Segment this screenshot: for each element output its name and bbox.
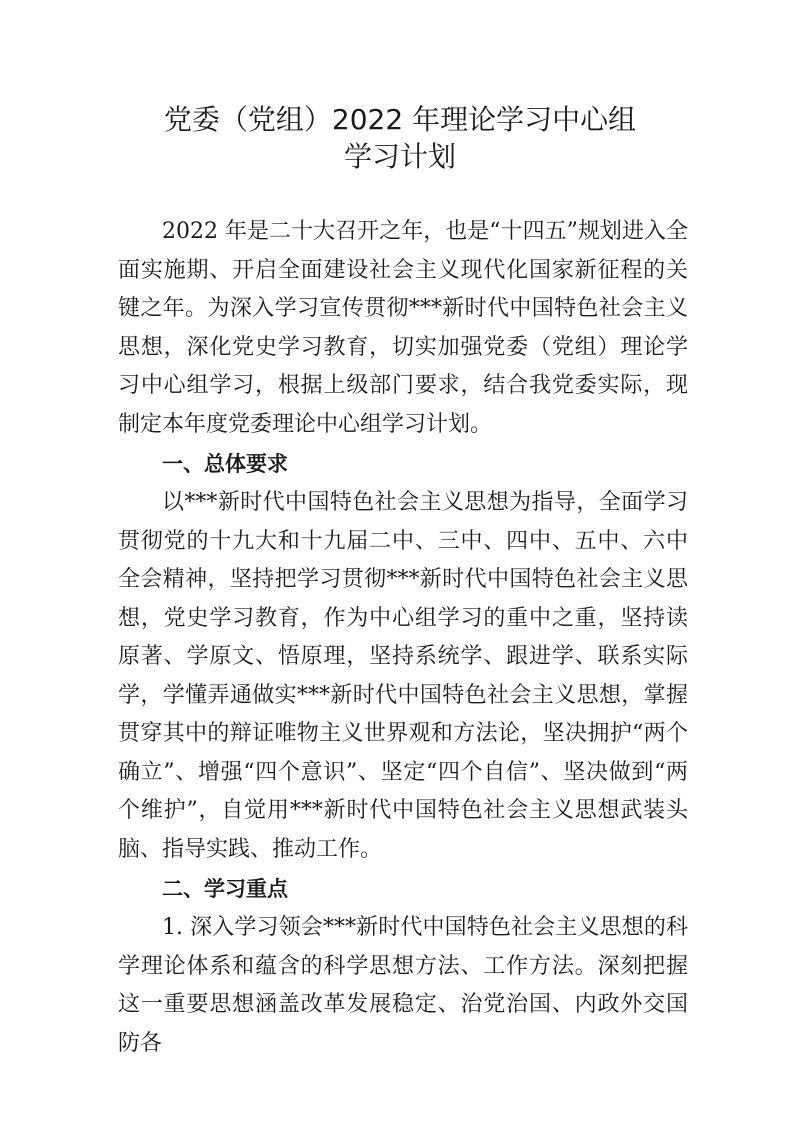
document-title-line-2: 学习计划 bbox=[343, 140, 456, 173]
intro-paragraph: 2022 年是二十大召开之年，也是“十四五”规划进入全面实施期、开启全面建设社会主义现代化国家新征程的关键之年。为深入学习宣传贯彻***新时代中国特色社会主义思想，深化党史学习教育，切实加强党委（党组）理论学习中心组学习，根据上级部门要求，结合我党委实际，现制定本年度党委理论中心组学习计划。 bbox=[118, 219, 688, 437]
document-body bbox=[118, 213, 688, 1063]
section-1-heading: 一、总体要求 bbox=[162, 452, 288, 476]
section-1-paragraph: 以***新时代中国特色社会主义思想为指导，全面学习贯彻党的十九大和十九届二中、三中、四中、五中、六中全会精神，坚持把学习贯彻***新时代中国特色社会主义思想，党史学习教育，作为中心组学习的重中之重，坚持读原著、学原文、悟原理，坚持系统学、跟进学、联系实际学，学懂弄通做实***新时代中国特色社会主义思想，掌握贯穿其中的辩证唯物主义世界观和方法论，坚决拥护“两个确立”、增强“四个意识”、坚定“四个自信”、坚决做到“两个维护”，自觉用***新时代中国特色社会主义思想武装头脑、指导实践、推动工作。 bbox=[118, 490, 688, 862]
section-2-item-1: 1. 深入学习领会***新时代中国特色社会主义思想的科学理论体系和蕴含的科学思想方法、工作方法。深刻把握这一重要思想涵盖改革发展稳定、治党治国、内政外交国防各 bbox=[118, 915, 688, 1056]
section-2-heading: 二、学习重点 bbox=[162, 877, 288, 901]
document-title-line-1: 党委（党组）2022 年理论学习中心组 bbox=[163, 103, 637, 136]
